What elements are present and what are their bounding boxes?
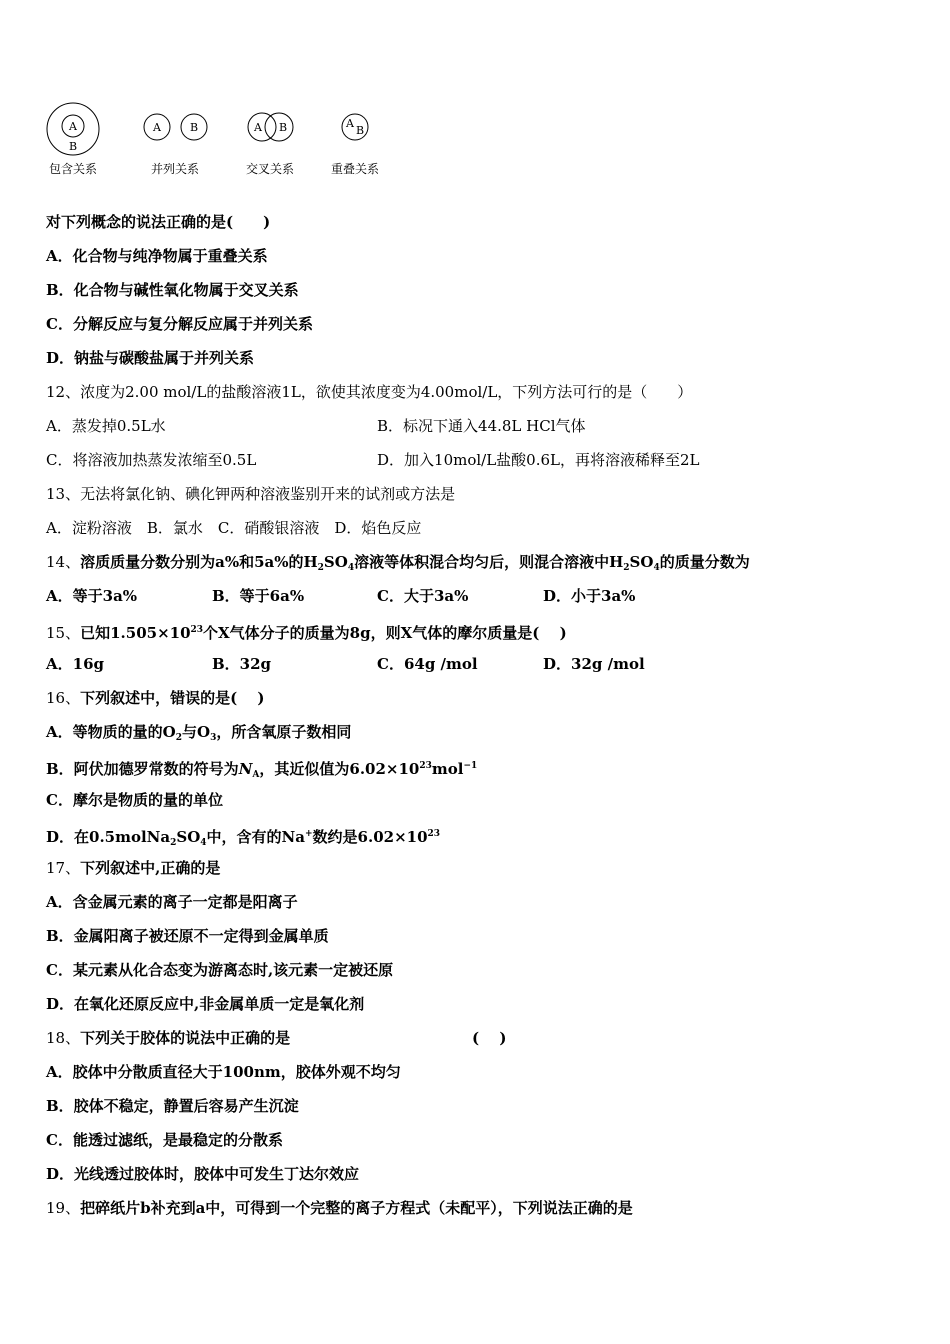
q19-number: 19、 bbox=[46, 1199, 81, 1217]
circle-a-label: A bbox=[69, 120, 77, 133]
diagram-overlap bbox=[330, 100, 380, 177]
q16-number: 16、 bbox=[46, 689, 81, 707]
q13-options: A．淀粉溶液 B．氯水 C．硝酸银溶液 D．焰色反应 bbox=[46, 519, 422, 537]
q12-option-d: D．加入10mol/L盐酸0.6L，再将溶液稀释至2L bbox=[377, 451, 700, 469]
q17-number: 17、 bbox=[46, 859, 81, 877]
diagram-containment bbox=[44, 100, 102, 177]
q16-option-a: A．等物质的量的$O_2$与$O_3$，所含氧原子数相同 bbox=[46, 723, 352, 743]
q18-answer-paren: ( ) bbox=[472, 1029, 507, 1047]
circle-a-label: A bbox=[346, 117, 354, 130]
circle-b-label: B bbox=[189, 121, 199, 134]
q15-option-b: B．32g bbox=[212, 655, 272, 673]
q14-number: 14、 bbox=[46, 553, 81, 571]
q15-option-d: D．32g /mol bbox=[543, 655, 645, 673]
q17-option-a: A．含金属元素的离子一定都是阳离子 bbox=[46, 893, 298, 911]
q18-option-b: B．胶体不稳定，静置后容易产生沉淀 bbox=[46, 1097, 299, 1115]
q12-option-c: C．将溶液加热蒸发浓缩至0.5L bbox=[46, 451, 257, 469]
q17-option-d: D．在氧化还原反应中,非金属单质一定是氧化剂 bbox=[46, 995, 365, 1013]
q12-option-a: A．蒸发掉0.5L水 bbox=[46, 417, 166, 435]
diagram-caption: 交叉关系 bbox=[245, 162, 294, 176]
q11-stem: 对下列概念的说法正确的是( ) bbox=[46, 213, 271, 231]
q12-stem: 12、浓度为2.00 mol/L的盐酸溶液1L，欲使其浓度变为4.00mol/L，下列方法可行的是（ ） bbox=[46, 383, 693, 401]
q15-option-c: C．64g /mol bbox=[377, 655, 478, 673]
q12-option-b: B．标况下通入44.8L HCl气体 bbox=[377, 417, 586, 435]
q11-option-d: D．钠盐与碳酸盐属于并列关系 bbox=[46, 349, 255, 367]
diagram-caption: 包含关系 bbox=[48, 162, 97, 176]
q11-option-c: C．分解反应与复分解反应属于并列关系 bbox=[46, 315, 313, 333]
q14-option-b: B．等于6a% bbox=[212, 587, 305, 605]
q19-stem: 19、把碎纸片b补充到a中，可得到一个完整的离子方程式（未配平），下列说法正确的是 bbox=[46, 1199, 633, 1217]
q18-option-c: C．能透过滤纸，是最稳定的分散系 bbox=[46, 1131, 283, 1149]
q11-option-b: B．化合物与碱性氧化物属于交叉关系 bbox=[46, 281, 299, 299]
q14-option-c: C．大于3a% bbox=[377, 587, 469, 605]
q18-option-d: D．光线透过胶体时，胶体中可发生丁达尔效应 bbox=[46, 1165, 360, 1183]
circle-b-label: B bbox=[355, 124, 365, 137]
circle-b-label: B bbox=[278, 121, 288, 134]
intersection-circles bbox=[244, 100, 296, 158]
q16-stem: 16、下列叙述中，错误的是( ) bbox=[46, 689, 265, 707]
parallel-circles bbox=[140, 100, 210, 158]
q16-option-d: D．在$0.5molNa_2SO_4$中，含有的Na+数约是$6.02\times 10^{23}$ bbox=[46, 828, 441, 848]
circle-a-label: A bbox=[153, 121, 161, 134]
overlap-circle bbox=[330, 100, 380, 158]
q16-option-c: C．摩尔是物质的量的单位 bbox=[46, 791, 223, 809]
q14-option-d: D．小于3a% bbox=[543, 587, 636, 605]
diagram-caption: 重叠关系 bbox=[330, 162, 379, 176]
q15-option-a: A．16g bbox=[46, 655, 105, 673]
circle-a-label: A bbox=[254, 121, 262, 134]
q18-option-a: A．胶体中分散质直径大于100nm，胶体外观不均匀 bbox=[46, 1063, 401, 1081]
q18-number: 18、 bbox=[46, 1029, 81, 1047]
relationship-diagrams bbox=[40, 100, 400, 180]
q17-stem: 17、下列叙述中,正确的是 bbox=[46, 859, 221, 877]
circle-b-label: B bbox=[68, 140, 78, 153]
q18-stem: 18、下列关于胶体的说法中正确的是 bbox=[46, 1029, 291, 1047]
q17-option-b: B．金属阳离子被还原不一定得到金属单质 bbox=[46, 927, 329, 945]
q13-stem: 13、无法将氯化钠、碘化钾两种溶液鉴别开来的试剂或方法是 bbox=[46, 485, 456, 503]
q15-number: 15、 bbox=[46, 624, 81, 642]
diagram-parallel bbox=[140, 100, 210, 177]
q11-option-a: A．化合物与纯净物属于重叠关系 bbox=[46, 247, 268, 265]
q14-stem: 14、溶质质量分数分别为a%和5a%的$H_2SO_4$溶液等体积混合均匀后，则混合溶液中$H_2SO_4$的质量分数为 bbox=[46, 553, 750, 573]
q16-option-b: B．阿伏加德罗常数的符号为$N_A$，其近似值为$6.02\times 10^{23}mol^{-1}$ bbox=[46, 760, 478, 780]
diagram-intersection bbox=[244, 100, 296, 177]
diagram-caption: 并列关系 bbox=[150, 162, 199, 176]
containment-circles bbox=[44, 100, 102, 158]
q17-option-c: C．某元素从化合态变为游离态时,该元素一定被还原 bbox=[46, 961, 394, 979]
q14-option-a: A．等于3a% bbox=[46, 587, 138, 605]
q15-stem: 15、已知$1.505\times 10^{23}$个X气体分子的质量为8g，则X气体的摩尔质量是( ) bbox=[46, 624, 567, 642]
